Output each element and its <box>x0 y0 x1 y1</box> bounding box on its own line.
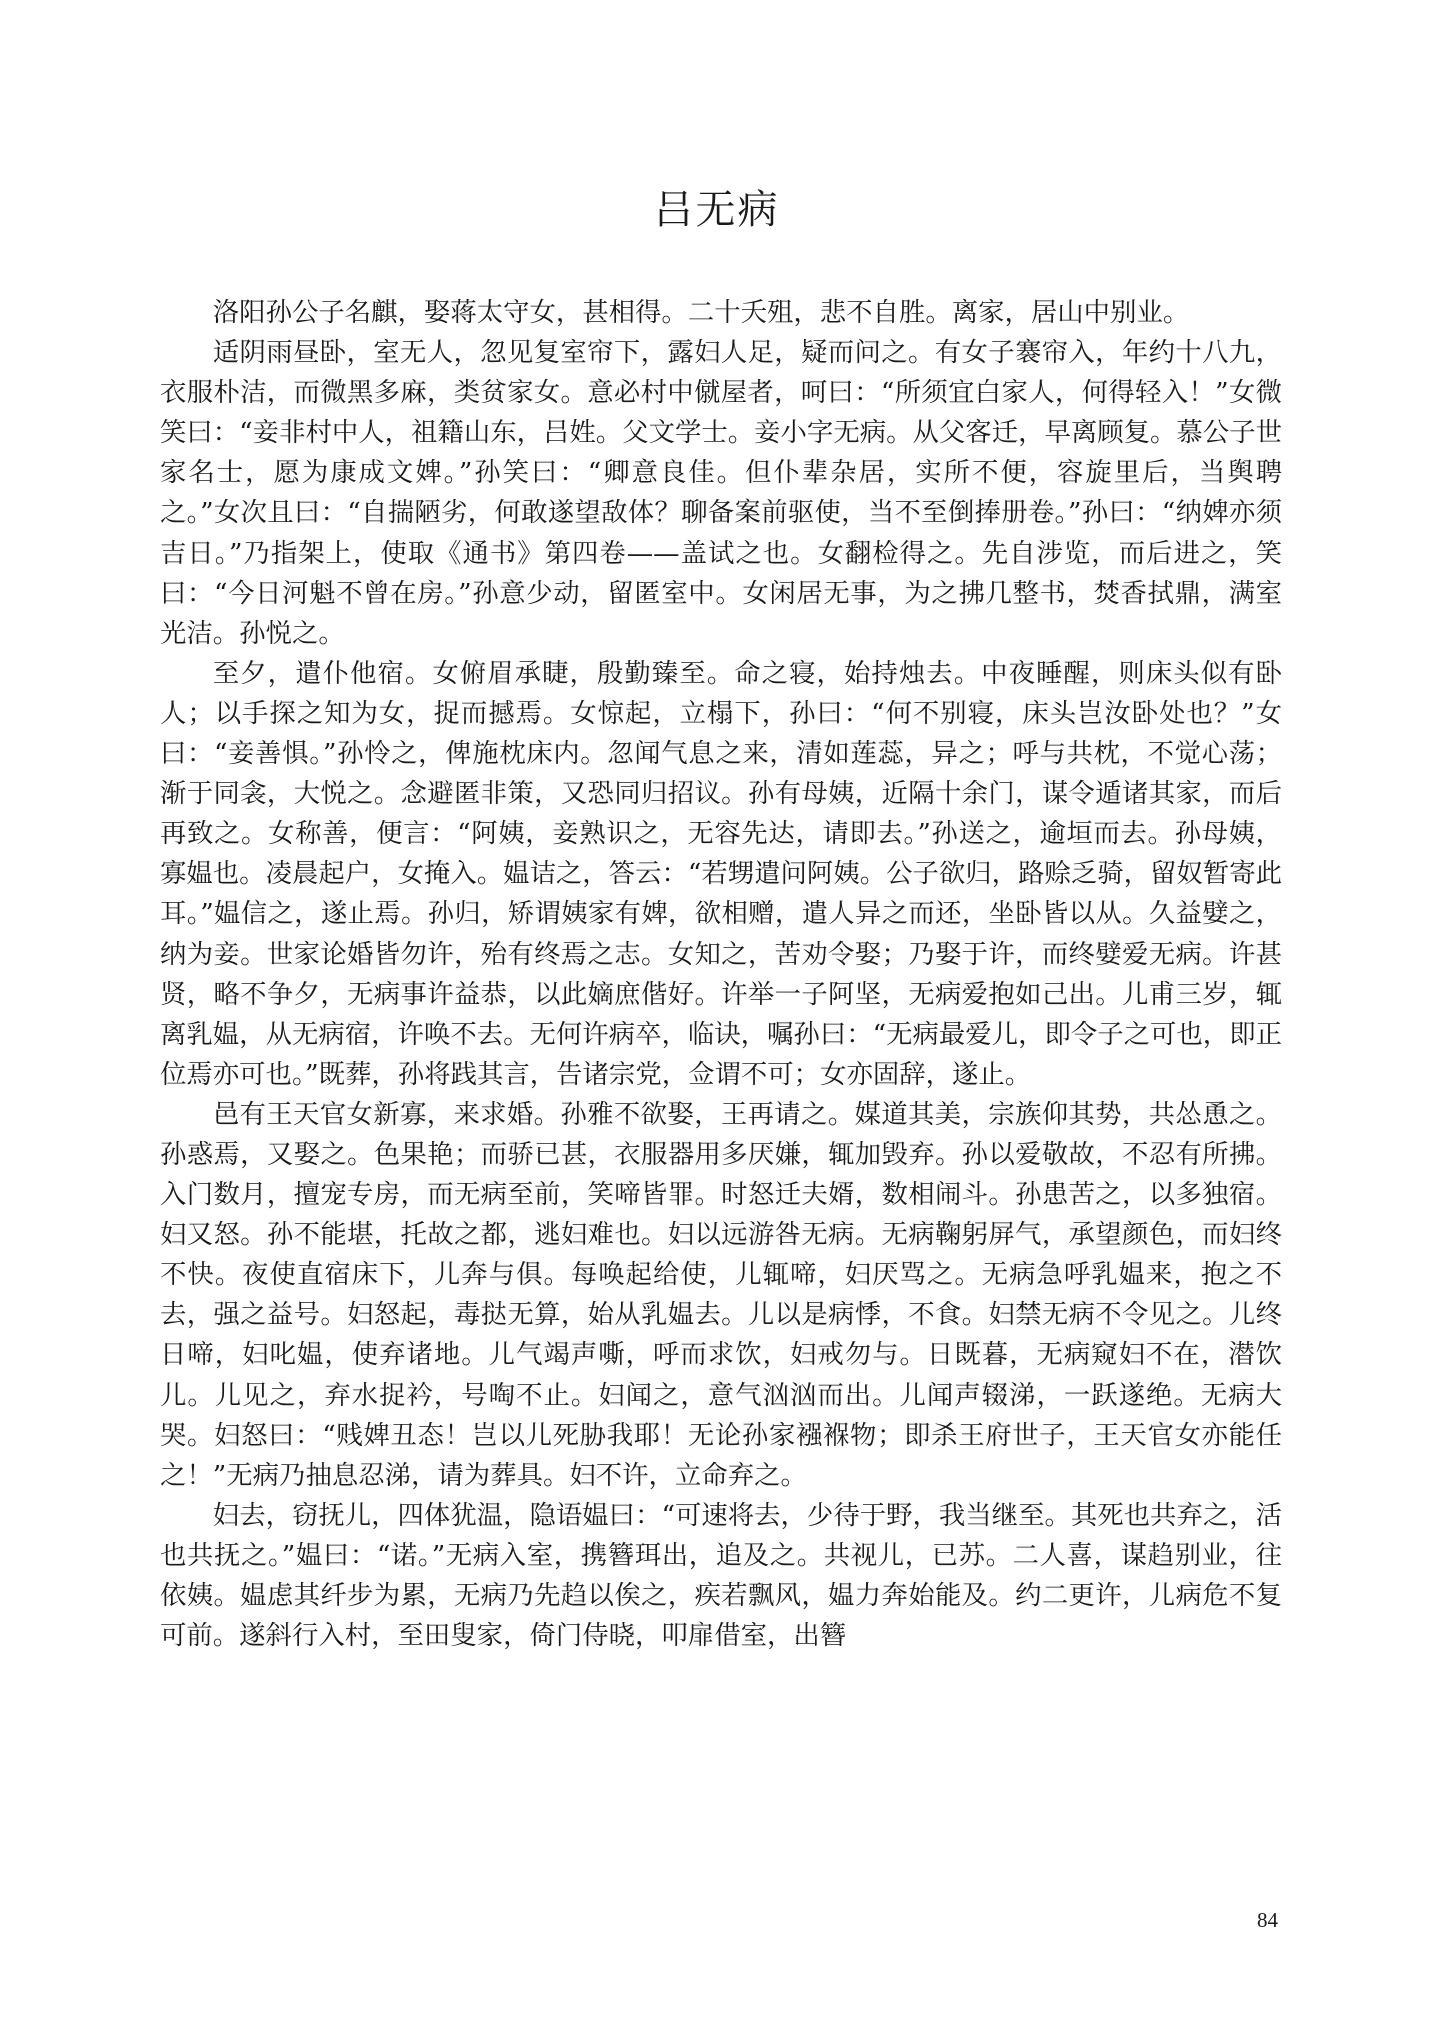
page-title: 吕无病 <box>653 187 780 233</box>
paragraph: 妇去，窃抚儿，四体犹温，隐语媪曰：“可速将去，少待于野，我当继至。其死也共弃之，活也共抚之。”媪曰：“诺。”无病入室，携簪珥出，追及之。共视儿，已苏。二人喜，谋趋别业，往依姨。媪虑其纤步为累，无病乃先趋以俟之，疾若飘风，媪力奔始能及。约二更许，儿病危不复可前。遂斜行入村，至田叟家，倚门侍晓，叩扉借室，出簪 <box>160 1499 1282 1652</box>
paragraph: 适阴雨昼卧，室无人，忽见复室帘下，露妇人足，疑而问之。有女子褰帘入，年约十八九，衣服朴洁，而微黑多麻，类贫家女。意必村中僦屋者，呵曰：“所须宜白家人，何得轻入！”女微笑曰：“妾非村中人，祖籍山东，吕姓。父文学士。妾小字无病。从父客迁，早离顾复。慕公子世家名士，愿为康成文婢。”孙笑曰：“卿意良佳。但仆辈杂居，实所不便，容旋里后，当舆聘之。”女次且曰：“自揣陋劣，何敢遂望敌体？聊备案前驱使，当不至倒捧册卷。”孙曰：“纳婢亦须吉日。”乃指架上，使取《通书》第四卷——盖试之也。女翻检得之。先自涉览，而后进之，笑曰：“今日河魁不曾在房。”孙意少动，留匿室中。女闲居无事，为之拂几整书，焚香拭鼎，满室光洁。孙悦之。 <box>160 337 1282 649</box>
paragraph: 至夕，遣仆他宿。女俯眉承睫，殷勤臻至。命之寝，始持烛去。中夜睡醒，则床头似有卧人；以手探之知为女，捉而撼焉。女惊起，立榻下，孙曰：“何不别寝，床头岂汝卧处也？”女曰：“妾善惧。”孙怜之，俾施枕床内。忽闻气息之来，清如莲蕊，异之；呼与共枕，不觉心荡；渐于同衾，大悦之。念避匿非策，又恐同归招议。孙有母姨，近隔十余门，谋令遁诸其家，而后再致之。女称善，便言：“阿姨，妾熟识之，无容先达，请即去。”孙送之，逾垣而去。孙母姨，寡媪也。凌晨起户，女掩入。媪诘之，答云：“若甥遣问阿姨。公子欲归，路赊乏骑，留奴暂寄此耳。”媪信之，遂止焉。孙归，矫谓姨家有婢，欲相赠，遣人异之而还，坐卧皆以从。久益嬖之，纳为妾。世家论婚皆勿许，殆有终焉之志。女知之，苦劝令娶；乃娶于许，而终嬖爱无病。许甚贤，略不争夕，无病事许益恭，以此嫡庶偕好。许举一子阿坚，无病爱抱如己出。儿甫三岁，辄离乳媪，从无病宿，许唤不去。无何许病卒，临诀，嘱孙曰：“无病最爱儿，即令子之可也，即正位焉亦可也。”既葬，孙将践其言，告诸宗党，佥谓不可；女亦固辞，遂止。 <box>160 657 1282 1090</box>
body-text <box>160 293 1282 1656</box>
paragraph: 洛阳孙公子名麒，娶蒋太守女，甚相得。二十夭殂，悲不自胜。离家，居山中别业。 <box>212 297 1190 328</box>
page-number: 84 <box>1257 1908 1278 1932</box>
paragraph: 邑有王天官女新寡，来求婚。孙雅不欲娶，王再请之。媒道其美，宗族仰其势，共怂恿之。孙惑焉，又娶之。色果艳；而骄已甚，衣服器用多厌嫌，辄加毁弃。孙以爱敬故，不忍有所拂。入门数月，擅宠专房，而无病至前，笑啼皆罪。时怒迁夫婿，数相闹斗。孙患苦之，以多独宿。妇又怒。孙不能堪，托故之都，逃妇难也。妇以远游咎无病。无病鞠躬屏气，承望颜色，而妇终不快。夜使直宿床下，儿奔与俱。每唤起给使，儿辄啼，妇厌骂之。无病急呼乳媪来，抱之不去，强之益号。妇怒起，毒挞无算，始从乳媪去。儿以是病悸，不食。妇禁无病不令见之。儿终日啼，妇叱媪，使弃诸地。儿气竭声嘶，呼而求饮，妇戒勿与。日既暮，无病窥妇不在，潜饮儿。儿见之，弃水捉衿，号啕不止。妇闻之，意气汹汹而出。儿闻声辍涕，一跃遂绝。无病大哭。妇怒曰：“贱婢丑态！岂以儿死胁我耶！无论孙家襁褓物；即杀王府世子，王天官女亦能任之！”无病乃抽息忍涕，请为葬具。妇不许，立命弃之。 <box>160 1098 1282 1491</box>
